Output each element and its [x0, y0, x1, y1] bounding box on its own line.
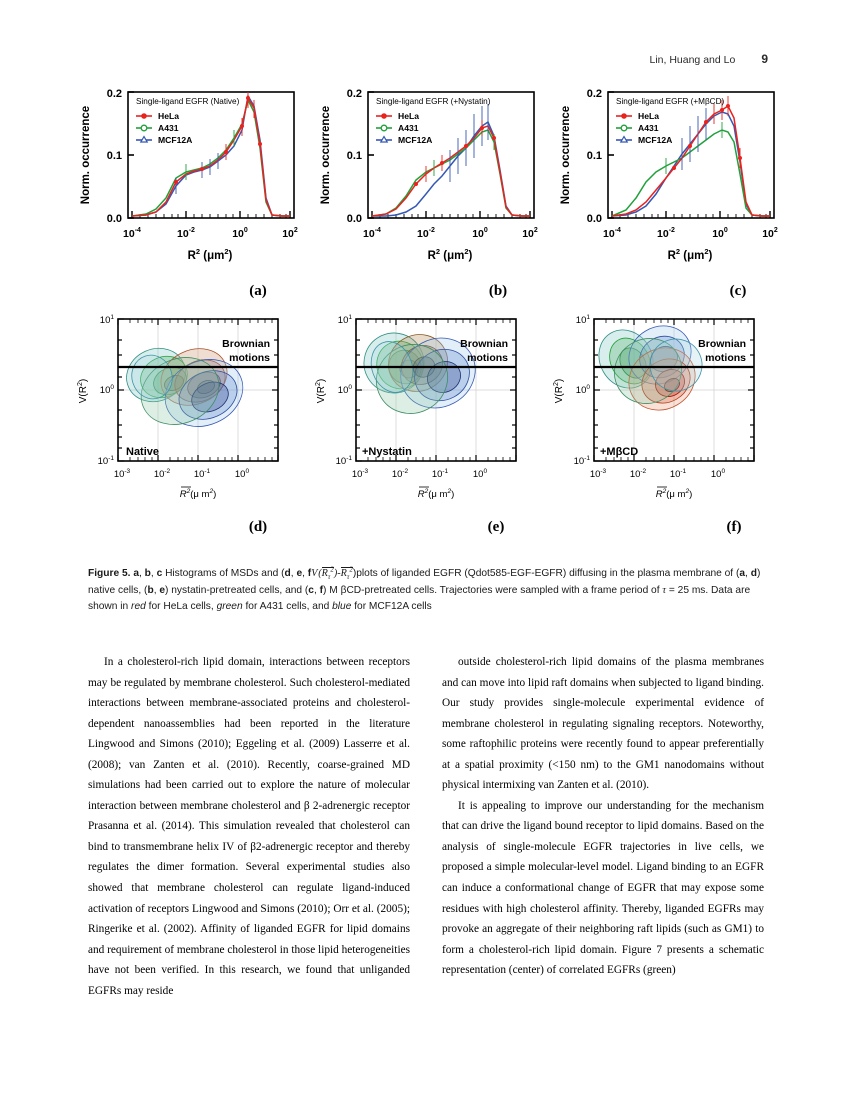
caption-bold-c: c	[156, 568, 163, 579]
x-tick-2: $10^{-1}$	[431, 468, 449, 480]
svg-text:R2(μ m2): $R^2(\mu$ $m^2$)	[417, 488, 455, 500]
panel-label-f: (f)	[726, 519, 742, 535]
caption-em-red: red	[131, 601, 146, 613]
legend-label-mcf12a: MCF12A	[398, 135, 433, 145]
axis-label-x-contour	[656, 487, 693, 500]
y-tick-0: 0.0	[586, 213, 602, 225]
caption-figure-label: Figure 5.	[88, 568, 131, 579]
x-tick-0: $10^{-3}$	[351, 468, 369, 480]
caption-text-1: Histograms of MSDs and (	[162, 568, 285, 579]
y-tick-0: $10^{-1}$	[97, 455, 114, 467]
y-tick-1: $10^0$	[337, 384, 352, 396]
histogram-panel-b	[316, 78, 548, 278]
brownian-label-line2: motions	[229, 352, 270, 364]
caption-bold-f2: f	[319, 584, 324, 596]
legend-c	[616, 111, 672, 145]
caption-text-7: for HeLa cells,	[145, 601, 217, 613]
page-number: 9	[761, 52, 768, 66]
panel-label-a: (a)	[249, 283, 267, 299]
caption-bold-a: a	[133, 568, 139, 579]
x-tick-3: $10^2$	[522, 227, 538, 240]
svg-text:R2(μ m2): $R^2(\mu$ $m^2$)	[179, 488, 217, 500]
caption-bold-e: e	[296, 568, 303, 579]
svg-text:R2(μ m2): $R^2(\mu$ $m^2$)	[655, 488, 693, 500]
curve-a431	[372, 130, 530, 216]
panel-label-c: (c)	[729, 283, 747, 299]
panel-label-d: (d)	[248, 519, 268, 535]
brownian-label-line1: Brownian	[698, 338, 746, 350]
x-tick-1: $10^{-2}$	[417, 227, 435, 240]
x-tick-1: $10^{-2}$	[657, 227, 675, 240]
caption-bold-a2: a	[739, 568, 746, 579]
legend-label-a431: A431	[398, 123, 419, 133]
legend-label-hela: HeLa	[638, 111, 660, 121]
y-tick-2: 0.2	[346, 88, 362, 100]
x-tick-0: $10^{-4}$	[123, 227, 141, 240]
y-tick-0: $10^{-1}$	[335, 455, 352, 467]
caption-bold-d2: d	[750, 568, 757, 579]
y-tick-2: 0.2	[586, 88, 602, 100]
x-tick-0: $10^{-4}$	[603, 227, 621, 240]
body-columns	[88, 652, 764, 1062]
panel-title-b: Single-ligand EGFR (+Nystatin)	[376, 97, 491, 106]
caption-text-9: for MCF12A cells	[351, 601, 432, 613]
contour-panel-d	[74, 305, 312, 517]
panel-label-b: (b)	[488, 283, 508, 299]
y-tick-2: 0.2	[106, 88, 122, 100]
brownian-label-line2: motions	[705, 352, 746, 364]
caption-formula: V $(R_\tau^2)-R_\tau^2$	[311, 566, 353, 582]
axis-label-x: $R^2$ $(\mu m^2)$	[667, 247, 713, 262]
contour-panel-e	[312, 305, 550, 517]
brownian-label-line1: Brownian	[460, 338, 508, 350]
y-tick-1: 0.1	[586, 150, 602, 162]
brownian-label-line1: Brownian	[222, 338, 270, 350]
histogram-panel-c	[556, 78, 788, 278]
body-column-left	[88, 652, 410, 1062]
x-tick-2: $10^0$	[472, 227, 488, 240]
caption-text-6: = 25 ms. Data are shown in	[88, 584, 751, 613]
caption-bold-b2: b	[147, 584, 154, 596]
legend-b	[376, 111, 432, 145]
caption-em-green: green	[216, 601, 243, 613]
caption-text-3: ) native cells, (	[88, 568, 761, 596]
curve-hela	[132, 98, 290, 216]
x-tick-0: $10^{-3}$	[113, 468, 131, 480]
caption-text-5: ) M βCD-pretreated cells. Trajectories were sampled with a frame period of	[323, 584, 663, 596]
x-tick-0: $10^{-3}$	[589, 468, 607, 480]
panel-title-a: Single-ligand EGFR (Native)	[136, 97, 240, 106]
y-tick-2: $10^1$	[337, 314, 352, 326]
axis-label-x: $R^2$ $(\mu m^2)$	[187, 247, 233, 262]
y-tick-1: $10^0$	[99, 384, 114, 396]
condition-label-e: +Nystatin	[362, 446, 412, 458]
figure-caption: Figure 5. a, b, c Histograms of MSDs and (d, e, fV $(R_\tau^2)-R_\tau^2)plots$ of liganded EGFR (Qdot585-EGF-EGFR) diffusing in the plasma membrane of (a, d) native cells, (b, e) nystatin-pretreated cells, and (c, f) M βCD-pretreated cells. Trajectories were sampled with a frame period of τ = 25 ms. Data are shown in red for HeLa cells, green for A431 cells, and blue for MCF12A cells	[88, 566, 761, 613]
caption-text-2: )plots of liganded EGFR (Qdot585-EGF-EGFR) diffusing in the plasma membrane of (	[352, 568, 740, 579]
x-tick-0: $10^{-4}$	[363, 227, 381, 240]
caption-bold-f: f	[307, 568, 312, 579]
y-tick-0: 0.0	[106, 213, 122, 225]
axis-label-y: Norm. occurrence	[80, 105, 92, 205]
y-tick-1: 0.1	[106, 150, 122, 162]
axis-label-x-contour	[180, 487, 217, 500]
running-title: Lin, Huang and Lo	[649, 54, 736, 66]
x-tick-2: $10^{-1}$	[193, 468, 211, 480]
axis-label-y: Norm. occurrence	[320, 105, 332, 205]
axis-label-y: $V(R^2)$	[315, 378, 327, 404]
curve-mcf12a	[372, 122, 530, 216]
x-tick-3: $10^0$	[710, 468, 726, 480]
x-tick-1: $10^{-2}$	[153, 468, 171, 480]
axis-label-y: $V(R^2)$	[77, 378, 89, 404]
y-tick-0: $10^{-1}$	[573, 455, 590, 467]
axis-label-y: $V(R^2)$	[553, 378, 565, 404]
paragraph: outside cholesterol-rich lipid domains of the plasma membranes and can move into lipid raft domains when subjected to ligand binding. Our study provides single-molecule experimental evidence of membrane cholesterol in regulating signaling receptors. Noteworthy, some raftophilic proteins were recently found to appear preferentially at a spatial proximity (<150 nm) to the GM1 nanodomains without physical intermixing van Zanten et al. (2010).	[442, 656, 764, 792]
caption-bold-b: b	[144, 568, 151, 579]
legend-label-a431: A431	[158, 123, 179, 133]
axis-label-x: $R^2$ $(\mu m^2)$	[427, 247, 473, 262]
caption-text-8: for A431 cells, and	[242, 601, 333, 613]
legend-a	[136, 111, 192, 145]
y-tick-1: $10^0$	[575, 384, 590, 396]
legend-label-mcf12a: MCF12A	[638, 135, 673, 145]
figure-row-contours	[70, 305, 782, 537]
figure-5	[70, 78, 782, 537]
paragraph: It is appealing to improve our understanding for the mechanism that can drive the ligand bound receptor to lipid domains. Based on the analysis of single-molecule EGFR trajectories in live cells, we proposed a simple molecular-level model. Ligand binding to an EGFR can induce a conformational change of EGFR that may expose some residues with high cholesterol affinity. Thereby, liganded EGFRs may provoke an aggregate of their neighboring raft lipids (such as GM1) to form a cholesterol-rich lipid domain. Figure 7 presents a schematic representation (center) of correlated EGFRs (green)	[442, 799, 764, 977]
legend-label-a431: A431	[638, 123, 659, 133]
panel-label-e: (e)	[487, 519, 505, 535]
y-tick-0: 0.0	[346, 213, 362, 225]
panel-title-c: Single-ligand EGFR (+MβCD)	[616, 97, 725, 106]
curve-hela	[372, 126, 530, 216]
caption-bold-c2: c	[308, 584, 314, 596]
x-tick-3: $10^0$	[234, 468, 250, 480]
x-tick-1: $10^{-2}$	[629, 468, 647, 480]
y-tick-2: $10^1$	[99, 314, 114, 326]
paragraph: In a cholesterol-rich lipid domain, interactions between receptors may be regulated by membrane cholesterol. Such cholesterol-mediated interactions between membrane-associated proteins and cholesterol-dependent nanoassemblies had been reported in the literature Lingwood and Simons (2010); Eggeling et al. (2009) Lasserre et al. (2008); van Zanten et al. (2010). Recently, coarse-grained MD simulations had been carried out to explore the nature of molecular interaction between membrane cholesterol and β 2-adrenergic receptor Prasanna et al. (2014). This simulation revealed that cholesterol can bind to transmembrane helix IV of β2-adrenergic receptor and thereby regulates the dimer formation. Several experimental studies also showed that membrane cholesterol can regulate ligand-induced activation of receptors Lingwood and Simons (2010); Orr et al. (2005); Ringerike et al. (2002). Affinity of liganded EGFR for lipid domains and requirement of membrane cholesterol in those lipid heterogeneities have not been verified. In this research, we found that unliganded EGFRs may reside	[88, 656, 410, 997]
x-tick-1: $10^{-2}$	[177, 227, 195, 240]
x-tick-2: $10^{-1}$	[669, 468, 687, 480]
x-tick-3: $10^2$	[762, 227, 778, 240]
caption-bold-e2: e	[159, 584, 166, 596]
x-tick-2: $10^0$	[232, 227, 248, 240]
axis-label-x-contour	[418, 487, 455, 500]
caption-bold-d: d	[284, 568, 291, 579]
x-tick-2: $10^0$	[712, 227, 728, 240]
histogram-panel-a	[76, 78, 308, 278]
caption-em-blue: blue	[332, 601, 352, 613]
condition-label-f: +MβCD	[600, 446, 639, 458]
caption-tau-symbol: τ	[662, 584, 667, 596]
legend-label-hela: HeLa	[398, 111, 420, 121]
condition-label-d: Native	[126, 446, 160, 458]
x-tick-3: $10^0$	[472, 468, 488, 480]
running-head	[649, 52, 768, 66]
contour-blobs-f	[588, 315, 710, 422]
figure-row-histograms	[70, 78, 782, 299]
body-column-right	[442, 652, 764, 1062]
x-tick-1: $10^{-2}$	[391, 468, 409, 480]
y-tick-1: 0.1	[346, 150, 362, 162]
legend-label-mcf12a: MCF12A	[158, 135, 193, 145]
caption-text-4: ) nystatin-pretreated cells, and (	[165, 584, 309, 596]
brownian-label-line2: motions	[467, 352, 508, 364]
y-tick-2: $10^1$	[575, 314, 590, 326]
legend-label-hela: HeLa	[158, 111, 180, 121]
x-tick-3: $10^2$	[282, 227, 298, 240]
axis-label-y: Norm. occurrence	[560, 105, 572, 205]
contour-panel-f	[550, 305, 788, 517]
